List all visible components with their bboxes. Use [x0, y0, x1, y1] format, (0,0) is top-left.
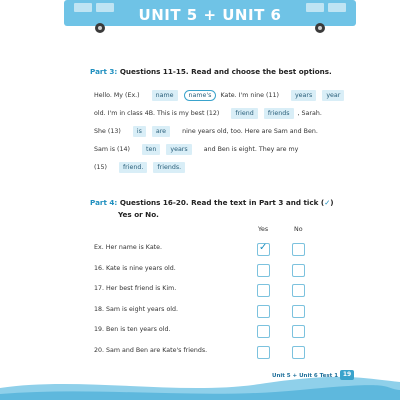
checkbox-no[interactable]	[292, 264, 305, 277]
checkbox-yes[interactable]	[257, 243, 270, 256]
checkbox-no[interactable]	[292, 305, 305, 318]
question-text: 17. Her best friend is Kim.	[94, 285, 177, 292]
option-years-2[interactable]: years	[166, 144, 191, 155]
part4-instruction: Questions 16-20. Read the text in Part 3 and tick (	[119, 198, 325, 207]
passage-text: and Ben is eight. They are my	[203, 146, 299, 153]
question-text: 18. Sam is eight years old.	[94, 305, 179, 313]
check-icon: ✓	[259, 242, 268, 253]
checkbox-yes[interactable]	[257, 284, 270, 297]
passage-text: old. I'm in class 4B. This is my best (12)	[94, 110, 220, 117]
passage-text: nine years old, too. Here are Sam and Ben.	[182, 128, 318, 135]
passage-line-3	[94, 126, 318, 137]
part4-instruction-yes-no: Yes or No.	[118, 210, 159, 219]
question-text: 16. Kate is nine years old.	[94, 264, 176, 272]
column-no: No	[294, 226, 303, 233]
option-friend-dot[interactable]: friend.	[119, 162, 147, 173]
option-years[interactable]: years	[291, 90, 316, 101]
column-yes: Yes	[258, 226, 269, 233]
option-year[interactable]: year	[322, 90, 344, 101]
part4-heading	[90, 198, 334, 207]
passage-text: Sam is (14)	[94, 146, 130, 153]
checkbox-no[interactable]	[292, 325, 305, 338]
passage-line-2	[94, 108, 322, 119]
part4-instruction-line2	[118, 210, 159, 219]
passage-text: (15)	[94, 164, 107, 171]
option-names-selected[interactable]: name's	[184, 90, 217, 101]
tick-icon: ✓	[324, 198, 331, 207]
checkbox-no[interactable]	[292, 346, 305, 359]
option-friend[interactable]: friend	[231, 108, 257, 119]
checkbox-yes[interactable]	[257, 264, 270, 277]
page-number: 19	[340, 370, 354, 380]
option-are[interactable]: are	[152, 126, 170, 137]
passage-text: Hello. My (Ex.)	[94, 92, 140, 99]
footer-label: Unit 5 + Unit 6 Test 1	[272, 373, 339, 379]
checkbox-yes[interactable]	[257, 325, 270, 338]
question-text: 19. Ben is ten years old.	[94, 326, 171, 333]
question-text: Ex. Her name is Kate.	[94, 244, 163, 251]
option-friends-dot[interactable]: friends.	[153, 162, 185, 173]
checkbox-no[interactable]	[292, 243, 305, 256]
passage-line-4	[94, 144, 298, 155]
part4-instruction-close: )	[330, 198, 334, 207]
part3-heading	[90, 67, 332, 76]
checkbox-no[interactable]	[292, 284, 305, 297]
part3-label: Part 3:	[90, 67, 118, 76]
option-friends[interactable]: friends	[264, 108, 294, 119]
passage-line-1	[94, 90, 346, 101]
option-ten[interactable]: ten	[142, 144, 160, 155]
option-name[interactable]: name	[152, 90, 178, 101]
checkbox-yes[interactable]	[257, 346, 270, 359]
passage-text: She (13)	[94, 128, 121, 135]
part3-instruction: Questions 11-15. Read and choose the best options.	[119, 67, 332, 76]
checkbox-yes[interactable]	[257, 305, 270, 318]
passage-line-5	[94, 162, 187, 173]
passage-text: Kate. I'm nine (11)	[220, 92, 279, 99]
passage-text: , Sarah.	[297, 110, 322, 117]
option-is[interactable]: is	[133, 126, 146, 137]
page-title: UNIT 5 + UNIT 6	[138, 6, 282, 24]
part4-label: Part 4:	[90, 198, 118, 207]
question-text: 20. Sam and Ben are Kate's friends.	[94, 346, 208, 354]
header-banner	[60, 0, 360, 34]
